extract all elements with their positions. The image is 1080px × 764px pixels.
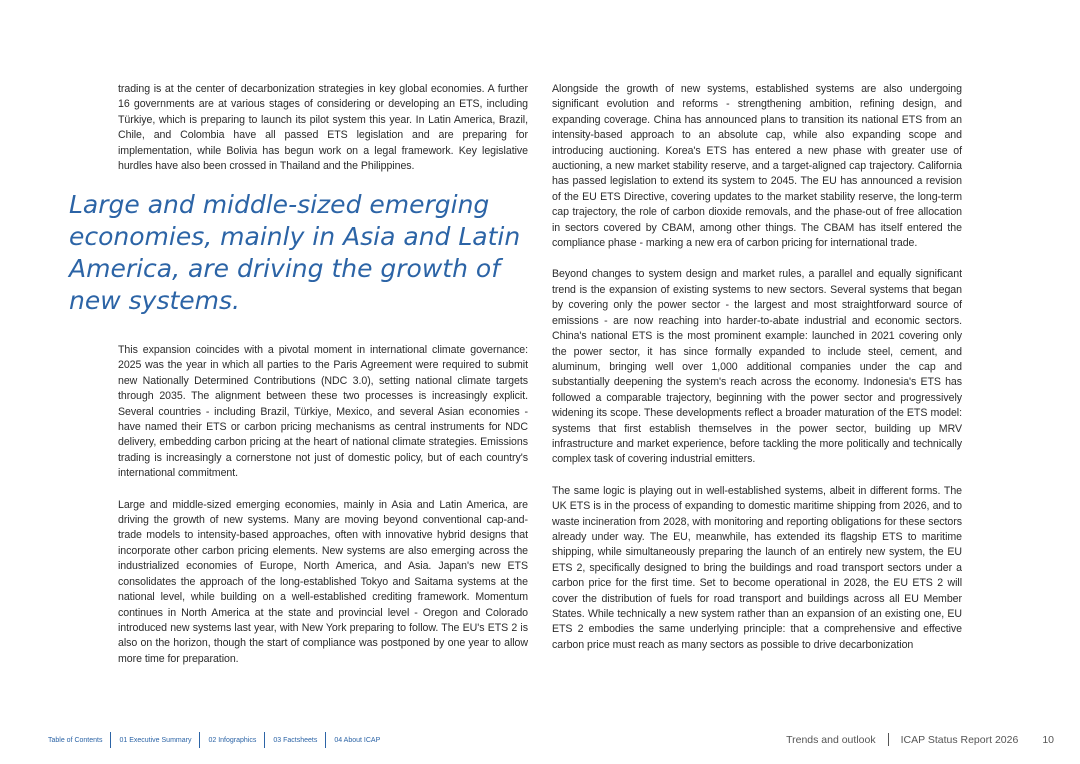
body-paragraph: This expansion coincides with a pivotal moment in international climate governance: 2025 was the year in which all parties to the Paris Agreement were required to submit new Nationally Determined Contributions (NDC 3.0), setting national climate targets through 2035. The alignment between these two processes is increasingly explicit. Several countries - including Brazil, Türkiye, Mexico, and several Asian economies - have named their ETS or carbon pricing mechanisms as central instruments for NDC delivery, embedding carbon pricing at the heart of national climate strategies. Emissions trading is increasingly a cornerstone not just of domestic policy, but of each country's international commitment. [118, 344, 528, 480]
body-paragraph: Beyond changes to system design and market rules, a parallel and equally significant trend is the expansion of existing systems to new sectors. Several systems that began by covering only the power sector - the largest and most straightforward source of emissions - are now reaching into harder-to-abate industrial and economic sectors. China's national ETS is the most prominent example: launched in 2021 covering only the power sector, it has since formally expanded to include steel, cement, and aluminum, bringing well over 1,000 additional companies under the cap and substantially deepening the system's reach across the economy. Indonesia's ETS has followed a comparable trajectory, beginning with the power sector and progressively widening its scope. These developments reflect a broader maturation of the ETS model: systems that first establish themselves in the power sector, building up MRV infrastructure and market experience, before tackling the more politically and technically complex task of covering industrial emitters. [552, 268, 962, 466]
page-number: 10 [1042, 733, 1054, 746]
section-title: Trends and outlook [786, 733, 876, 746]
nav-link-about-icap[interactable]: 04 About ICAP [334, 736, 381, 744]
nav-link-factsheets[interactable]: 03 Factsheets [273, 736, 318, 744]
pull-quote: Large and middle-sized emerging economies, mainly in Asia and Latin America, are driving the growth of new systems. [69, 190, 521, 315]
nav-link-table-of-contents[interactable]: Table of Contents [48, 736, 103, 744]
nav-link-infographics[interactable]: 02 Infographics [208, 736, 257, 744]
right-column [552, 82, 962, 669]
divider [888, 733, 889, 746]
body-paragraph: trading is at the center of decarbonization strategies in key global economies. A further 16 governments are at various stages of considering or developing an ETS, including Türkiye, which is preparing to launch its pilot system this year. In Latin America, Brazil, Chile, and Colombia have all passed ETS legislation and are preparing for implementation, while Bolivia has begun work on a legal framework. Key legislative hurdles have also been crossed in Thailand and the Philippines. [118, 83, 528, 173]
footer-navigation [48, 732, 388, 748]
body-paragraph: Large and middle-sized emerging economies, mainly in Asia and Latin America, are driving the growth of new systems. Many are moving beyond conventional cap-and-trade models to intensity-based approaches, often with innovative hybrid designs that incorporate other carbon pricing elements. New systems are also emerging across the industrialized economies of Europe, North America, and Asia. Japan's new ETS consolidates the approach of the long-established Tokyo and Saitama systems at the national level, while building on a well-established crediting framework. Momentum continues in North America at the state and provincial level - Oregon and Colorado introduced new systems last year, with New York preparing to follow. The EU's ETS 2 is also on the horizon, though the start of compliance was postponed by one year to allow more time for preparation. [118, 498, 528, 665]
left-column-bottom [118, 343, 528, 683]
report-title: ICAP Status Report 2026 [900, 733, 1019, 746]
nav-link-executive-summary[interactable]: 01 Executive Summary [119, 736, 192, 744]
body-paragraph: Alongside the growth of new systems, established systems are also undergoing significant evolution and reforms - strengthening ambition, refining design, and expanding coverage. China has announced plans to transition its national ETS from an intensity-based approach to an absolute cap, while also expanding scope and introducing auctioning. Korea's ETS has entered a new phase with greater use of auctioning, a new market stability reserve, and a target-aligned cap trajectory. California has passed legislation to extend its system to 2045. The EU has announced a revision of the EU ETS Directive, covering updates to the market stability reserve, the long-term cap trajectory, the role of carbon dioxide removals, and the phase-out of free allocation in sectors covered by CBAM, among other things. The CBAM has itself entered the compliance phase - marking a new era of carbon pricing for international trade. [552, 83, 962, 250]
left-column-top [118, 82, 528, 190]
body-paragraph: The same logic is playing out in well-established systems, albeit in different forms. The UK ETS is in the process of expanding to domestic maritime shipping from 2026, and to waste incineration from 2028, with monitoring and reporting obligations for these sectors already under way. The EU, meanwhile, has extended its flagship ETS to maritime shipping, while simultaneously preparing the launch of an entirely new system, the EU ETS 2, specifically designed to bring the buildings and road transport sectors under a carbon price for the first time. Set to become operational in 2028, the EU ETS 2 will cover the distribution of fuels for road transport and buildings across all EU Member States. While technically a new system rather than an expansion of an existing one, EU ETS 2 embodies the same underlying principle: that a comprehensive and effective carbon price must reach as many sectors as possible to drive decarbonization [552, 484, 962, 651]
page-footer-info [786, 733, 1054, 746]
